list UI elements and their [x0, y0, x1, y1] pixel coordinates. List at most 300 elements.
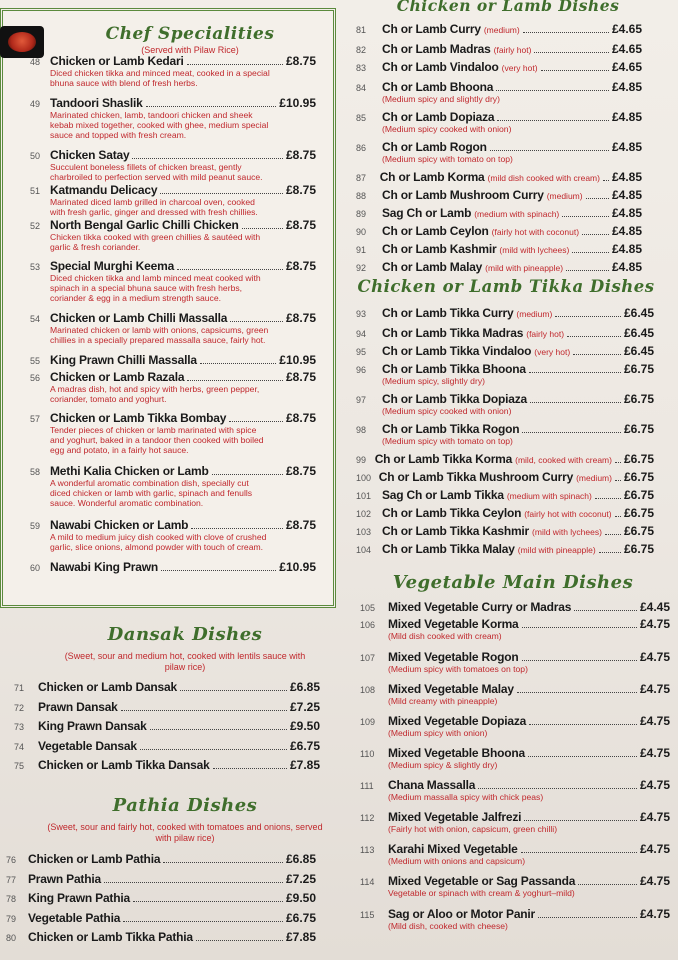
menu-item-row	[356, 206, 642, 220]
item-number: 84	[356, 83, 367, 93]
dot-leader	[523, 32, 609, 33]
item-name: Mixed Vegetable Curry or Madras	[388, 600, 572, 614]
item-name: Ch or Lamb Ceylon	[382, 224, 489, 238]
item-price: £10.95	[279, 560, 316, 574]
item-name: Ch or Lamb Tikka Curry	[382, 306, 514, 320]
item-name: Mixed Vegetable or Sag Passanda	[388, 874, 576, 888]
dot-leader	[121, 710, 287, 711]
item-description: Diced chicken tikka and lamb minced meat cooked with spinach in a special bhuna sauce with fresh herbs, coriander & egg in a medium strength sauce.	[50, 273, 261, 304]
item-name: Ch or Lamb Tikka Mushroom Curry	[378, 470, 574, 484]
menu-item	[30, 183, 316, 217]
item-note: (fairly hot with coconut)	[491, 227, 580, 237]
item-name: Ch or Lamb Mushroom Curry	[382, 188, 544, 202]
menu-item	[356, 326, 654, 340]
item-description: Diced chicken tikka and minced meat, cooked in a special bhuna sauce with blend of fresh herbs.	[50, 68, 270, 89]
menu-item-row	[356, 60, 642, 74]
menu-item	[356, 224, 642, 238]
item-price: £6.45	[623, 344, 654, 358]
menu-item-row	[356, 506, 654, 520]
item-number: 58	[30, 467, 41, 477]
item-number: 56	[30, 373, 41, 383]
menu-item	[360, 600, 670, 614]
item-number: 74	[14, 741, 25, 752]
item-name: Mixed Vegetable Bhoona	[388, 746, 525, 760]
menu-item-row	[356, 306, 654, 320]
menu-item	[30, 370, 316, 404]
item-price: £4.85	[611, 110, 642, 124]
dot-leader	[229, 421, 283, 422]
item-price: £6.75	[623, 362, 654, 376]
item-price: £7.25	[289, 699, 320, 714]
menu-item	[356, 470, 654, 484]
item-name: Ch or Lamb Vindaloo	[382, 60, 499, 74]
item-name: North Bengal Garlic Chilli Chicken	[50, 218, 239, 232]
item-price: £8.75	[285, 148, 316, 162]
menu-item	[360, 617, 670, 641]
menu-item-row	[360, 810, 670, 824]
dot-leader	[555, 316, 621, 317]
item-number: 97	[356, 395, 367, 405]
item-number: 55	[30, 356, 41, 366]
item-number: 72	[14, 702, 25, 713]
item-number: 113	[360, 845, 375, 855]
item-number: 88	[356, 191, 367, 201]
menu-item-row	[14, 739, 320, 753]
menu-item-row	[360, 778, 670, 792]
item-name: King Prawn Pathia	[28, 891, 130, 905]
item-name: Chicken or Lamb Tikka Dansak	[38, 758, 210, 772]
menu-item	[30, 560, 316, 574]
menu-item	[30, 96, 316, 141]
item-description: Marinated diced lamb grilled in charcoal oven, cooked with fresh garlic, ginger and dressed with fresh chillies.	[50, 197, 258, 218]
dot-leader	[599, 552, 621, 553]
item-name: Ch or Lamb Tikka Madras	[382, 326, 524, 340]
item-number: 51	[30, 186, 41, 196]
menu-item	[356, 306, 654, 320]
menu-item	[30, 464, 316, 509]
item-number: 105	[360, 603, 376, 613]
item-description: (Medium spicy cooked with onion)	[382, 406, 512, 416]
item-name: Mixed Vegetable Malay	[388, 682, 514, 696]
item-price: £4.65	[611, 42, 642, 56]
menu-item-row	[360, 842, 670, 856]
menu-item	[30, 311, 316, 345]
item-name: Ch or Lamb Tikka Bhoona	[382, 362, 526, 376]
item-description: (Medium with onions and capsicum)	[388, 856, 526, 866]
item-description: (Medium spicy and slightly dry)	[382, 94, 500, 104]
menu-item-row	[356, 242, 642, 256]
item-name: Vegetable Pathia	[28, 910, 121, 925]
dot-leader	[163, 862, 283, 863]
item-number: 109	[360, 717, 376, 727]
menu-item-row	[356, 422, 654, 436]
dot-leader	[200, 363, 276, 364]
item-note: (mild with pineapple)	[485, 263, 564, 273]
dot-leader	[529, 724, 637, 725]
item-name: Ch or Lamb Kashmir	[382, 242, 497, 256]
item-description: (Fairly hot with onion, capsicum, green chilli)	[388, 824, 558, 834]
item-number: 108	[360, 685, 376, 695]
item-number: 52	[30, 221, 41, 231]
menu-item-row	[30, 311, 316, 325]
item-number: 81	[356, 25, 367, 35]
dot-leader	[133, 901, 283, 902]
dot-leader	[177, 269, 283, 270]
item-number: 80	[6, 933, 17, 943]
dot-leader	[573, 354, 621, 355]
item-name: Ch or Lamb Madras	[382, 42, 491, 56]
item-name: Chicken or Lamb Razala	[50, 370, 185, 384]
item-price: £8.75	[285, 311, 316, 325]
item-name: Ch or Lamb Tikka Dopiaza	[382, 392, 528, 406]
item-price: £4.85	[611, 260, 642, 274]
item-price: £10.95	[279, 353, 316, 367]
item-number: 107	[360, 653, 376, 663]
menu-item	[356, 80, 642, 104]
item-name: Tandoori Shaslik	[50, 96, 143, 110]
item-description: (Medium spicy cooked with onion)	[382, 124, 512, 134]
item-number: 48	[30, 57, 41, 67]
dot-leader	[132, 158, 283, 159]
item-number: 54	[30, 314, 41, 324]
menu-item-row	[6, 911, 316, 925]
item-price: £4.75	[639, 874, 670, 888]
menu-item	[30, 353, 316, 367]
item-number: 76	[6, 855, 17, 865]
menu-item-row	[360, 600, 670, 614]
item-note: (mild with pineapple)	[517, 545, 596, 555]
menu-item-row	[356, 140, 642, 154]
item-price: £9.50	[289, 719, 320, 733]
item-note: (fairly hot)	[526, 329, 565, 339]
menu-item	[30, 518, 316, 552]
menu-item	[6, 852, 316, 866]
item-name: Ch or Lamb Tikka Korma	[374, 452, 513, 466]
item-note: (mild dish cooked with cream)	[487, 173, 600, 183]
menu-item-row	[14, 719, 320, 733]
item-number: 96	[356, 365, 367, 375]
item-note: (mild with lychees)	[499, 245, 570, 255]
item-price: £4.75	[639, 682, 670, 696]
dot-leader	[213, 768, 287, 769]
item-price: £4.85	[611, 80, 642, 94]
tikka-dishes-title: Chicken or Lamb Tikka Dishes	[357, 277, 655, 296]
menu-item	[356, 206, 642, 220]
dot-leader	[146, 106, 277, 107]
item-number: 102	[356, 509, 372, 519]
menu-item-row	[356, 542, 654, 556]
item-number: 101	[356, 491, 372, 501]
item-note: (mild with lychees)	[532, 527, 602, 537]
dot-leader	[586, 198, 609, 199]
menu-item	[356, 542, 654, 556]
item-price: £4.75	[639, 842, 670, 856]
item-number: 89	[356, 209, 367, 219]
menu-item-row	[360, 907, 670, 921]
dot-leader	[530, 402, 621, 403]
menu-item	[360, 874, 670, 898]
item-price: £4.85	[611, 224, 642, 238]
dot-leader	[574, 610, 637, 611]
item-price: £7.85	[289, 758, 320, 772]
menu-item-row	[356, 170, 642, 184]
item-price: £4.65	[611, 60, 642, 74]
item-price: £6.75	[623, 542, 654, 556]
menu-item-row	[356, 224, 642, 238]
item-note: (fairly hot with coconut)	[524, 509, 612, 519]
dot-leader	[490, 150, 609, 151]
dot-leader	[572, 252, 609, 253]
item-price: £4.85	[611, 206, 642, 220]
menu-item-row	[356, 42, 642, 56]
item-price: £4.75	[639, 778, 670, 792]
dot-leader	[180, 690, 287, 691]
menu-item	[356, 260, 642, 274]
dot-leader	[562, 216, 609, 217]
item-number: 98	[356, 425, 367, 435]
item-price: £4.85	[611, 242, 642, 256]
item-number: 49	[30, 99, 41, 109]
item-number: 90	[356, 227, 367, 237]
menu-item	[356, 362, 654, 386]
item-name: Ch or Lamb Tikka Malay	[382, 542, 515, 556]
menu-item-row	[360, 617, 670, 631]
item-number: 106	[360, 620, 376, 630]
menu-item	[14, 758, 320, 772]
item-price: £7.85	[285, 930, 316, 944]
item-price: £4.65	[611, 22, 642, 36]
item-note: (mild, cooked with cream)	[515, 455, 612, 465]
dot-leader	[187, 380, 283, 381]
dot-leader	[524, 820, 637, 821]
item-description: Succulent boneless fillets of chicken breast, gently charbroiled to perfection served with mild peanut sauce.	[50, 162, 263, 183]
item-name: Chicken or Lamb Pathia	[28, 852, 161, 866]
item-price: £10.95	[279, 96, 316, 110]
item-number: 94	[356, 329, 367, 339]
item-name: Katmandu Delicacy	[50, 183, 158, 197]
item-number: 53	[30, 262, 41, 272]
menu-item	[356, 22, 642, 36]
item-number: 78	[6, 894, 17, 904]
menu-item-row	[356, 392, 654, 406]
item-price: £4.85	[611, 170, 642, 184]
menu-item	[360, 778, 670, 802]
menu-item-row	[30, 560, 316, 574]
item-name: Ch or Lamb Curry	[382, 22, 481, 36]
item-note: (fairly hot)	[493, 45, 532, 55]
menu-item	[360, 746, 670, 770]
item-number: 100	[356, 473, 372, 483]
item-number: 99	[356, 455, 367, 465]
item-name: Ch or Lamb Korma	[379, 170, 485, 184]
item-name: Chicken Satay	[50, 148, 130, 162]
item-price: £4.75	[639, 746, 670, 760]
menu-item-row	[356, 22, 642, 36]
dot-leader	[595, 498, 621, 499]
item-price: £6.75	[623, 470, 654, 484]
item-number: 59	[30, 521, 41, 531]
menu-item-row	[356, 110, 642, 124]
menu-item-row	[356, 470, 654, 484]
item-name: Mixed Vegetable Jalfrezi	[388, 810, 522, 824]
item-price: £4.75	[639, 714, 670, 728]
menu-item	[356, 170, 642, 184]
item-note: (medium with spinach)	[474, 209, 560, 219]
menu-item	[356, 140, 642, 164]
item-number: 60	[30, 563, 41, 573]
chicken-lamb-dishes-title: Chicken or Lamb Dishes	[396, 0, 620, 15]
menu-item-row	[30, 183, 316, 197]
item-name: Special Murghi Keema	[50, 259, 175, 273]
menu-item	[14, 719, 320, 733]
item-name: Sag Ch or Lamb	[382, 206, 472, 220]
item-number: 50	[30, 151, 41, 161]
item-description: (Mild creamy with pineapple)	[388, 696, 498, 706]
item-price: £4.85	[611, 188, 642, 202]
chef-specialities-note: (Served with Pilaw Rice)	[141, 45, 239, 55]
dot-leader	[160, 193, 283, 194]
menu-item	[360, 650, 670, 674]
item-name: Ch or Lamb Tikka Rogon	[382, 422, 520, 436]
menu-item-row	[30, 218, 316, 232]
menu-item-row	[360, 746, 670, 760]
item-price: £6.85	[289, 680, 320, 694]
item-name: Chicken or Lamb Kedari	[50, 54, 184, 68]
dot-leader	[522, 432, 621, 433]
item-description: (Medium spicy with onion)	[388, 728, 488, 738]
item-name: Chana Massalla	[388, 778, 476, 792]
item-price: £8.75	[285, 218, 316, 232]
menu-item-row	[30, 464, 316, 478]
item-number: 83	[356, 63, 367, 73]
item-note: (medium with spinach)	[506, 491, 592, 501]
item-description: Chicken tikka cooked with green chillies & sautéed with garlic & fresh coriander.	[50, 232, 261, 253]
item-number: 71	[14, 683, 25, 693]
item-number: 77	[6, 874, 17, 885]
item-description: (Medium spicy, slightly dry)	[382, 376, 485, 386]
dot-leader	[541, 70, 609, 71]
menu-item-row	[356, 344, 654, 358]
menu-item-row	[356, 452, 654, 466]
dot-leader	[187, 64, 283, 65]
dot-leader	[522, 627, 637, 628]
dot-leader	[242, 228, 283, 229]
menu-item	[6, 872, 316, 886]
dot-leader	[496, 90, 609, 91]
item-note: (medium)	[516, 309, 553, 319]
right-column	[352, 0, 678, 960]
item-name: Sag or Aloo or Motor Panir	[388, 907, 536, 921]
dot-leader	[104, 882, 283, 883]
menu-item-row	[30, 353, 316, 367]
item-description: Vegetable or spinach with cream & yoghurt–mild)	[388, 888, 575, 898]
dansak-title: Dansak Dishes	[107, 624, 263, 645]
item-number: 110	[360, 749, 375, 759]
dot-leader	[123, 921, 283, 922]
item-name: Ch or Lamb Malay	[382, 260, 483, 274]
item-description: A mild to medium juicy dish cooked with clove of crushed garlic, slice onions, almond powder with touch of cream.	[50, 532, 267, 553]
item-number: 87	[356, 173, 367, 183]
item-description: A wonderful aromatic combination dish, specially cut diced chicken or lamb with garlic, spinach and fenulls sauce. Wonderful aromatic combination.	[50, 478, 253, 509]
item-price: £8.75	[285, 183, 316, 197]
menu-item	[356, 422, 654, 446]
dot-leader	[230, 321, 283, 322]
dot-leader	[497, 120, 609, 121]
vegetable-main-dishes-title: Vegetable Main Dishes	[392, 572, 634, 593]
item-number: 114	[360, 877, 375, 887]
item-note: (medium)	[483, 25, 520, 35]
menu-item	[356, 60, 642, 74]
dot-leader	[140, 749, 287, 750]
menu-item	[360, 810, 670, 834]
dot-leader	[578, 884, 637, 885]
item-number: 112	[360, 813, 375, 823]
menu-item	[356, 488, 654, 502]
dot-leader	[478, 788, 637, 789]
item-price: £8.75	[285, 54, 316, 68]
item-name: Prawn Pathia	[28, 871, 101, 886]
menu-item	[356, 392, 654, 416]
item-name: Ch or Lamb Tikka Ceylon	[382, 506, 522, 520]
item-name: Ch or Lamb Rogon	[382, 140, 487, 154]
item-name: Prawn Dansak	[38, 699, 118, 714]
item-price: £6.75	[623, 392, 654, 406]
item-description: (Medium spicy with tomato on top)	[382, 436, 513, 446]
menu-item	[30, 411, 316, 456]
menu-item-row	[356, 188, 642, 202]
menu-item	[356, 524, 654, 538]
item-price: £4.75	[639, 907, 670, 921]
item-price: £4.45	[639, 600, 670, 614]
item-name: King Prawn Dansak	[38, 719, 147, 733]
item-number: 85	[356, 113, 367, 123]
item-name: Ch or Lamb Tikka Kashmir	[382, 524, 530, 538]
item-description: (Medium spicy & slightly dry)	[388, 760, 498, 770]
dot-leader	[567, 336, 621, 337]
menu-item-row	[6, 852, 316, 866]
menu-item-row	[356, 524, 654, 538]
menu-item-row	[30, 370, 316, 384]
item-name: Nawabi King Prawn	[50, 560, 158, 574]
menu-item	[356, 188, 642, 202]
item-description: (Medium massalla spicy with chick peas)	[388, 792, 544, 802]
menu-item-row	[360, 714, 670, 728]
item-number: 103	[356, 527, 372, 537]
item-name: Nawabi Chicken or Lamb	[50, 518, 189, 532]
item-number: 91	[356, 245, 367, 255]
item-description: (Mild dish, cooked with cheese)	[388, 921, 508, 931]
item-number: 104	[356, 545, 372, 555]
menu-item	[6, 911, 316, 925]
item-price: £7.25	[285, 871, 316, 886]
item-price: £4.75	[639, 810, 670, 824]
item-number: 93	[356, 309, 367, 319]
menu-item	[30, 54, 316, 88]
item-number: 75	[14, 761, 25, 771]
item-number: 92	[356, 263, 367, 273]
item-price: £4.75	[639, 617, 670, 631]
item-name: Vegetable Dansak	[38, 738, 137, 753]
menu-item-row	[360, 650, 670, 664]
item-name: Ch or Lamb Tikka Vindaloo	[382, 344, 532, 358]
menu-item-row	[14, 758, 320, 772]
menu-item	[356, 344, 654, 358]
menu-item-row	[6, 872, 316, 886]
dot-leader	[566, 270, 609, 271]
item-description: A madras dish, hot and spicy with herbs, green pepper, coriander, tomato and yoghurt.	[50, 384, 260, 405]
item-name: Karahi Mixed Vegetable	[388, 842, 518, 856]
menu-item-row	[14, 680, 320, 694]
